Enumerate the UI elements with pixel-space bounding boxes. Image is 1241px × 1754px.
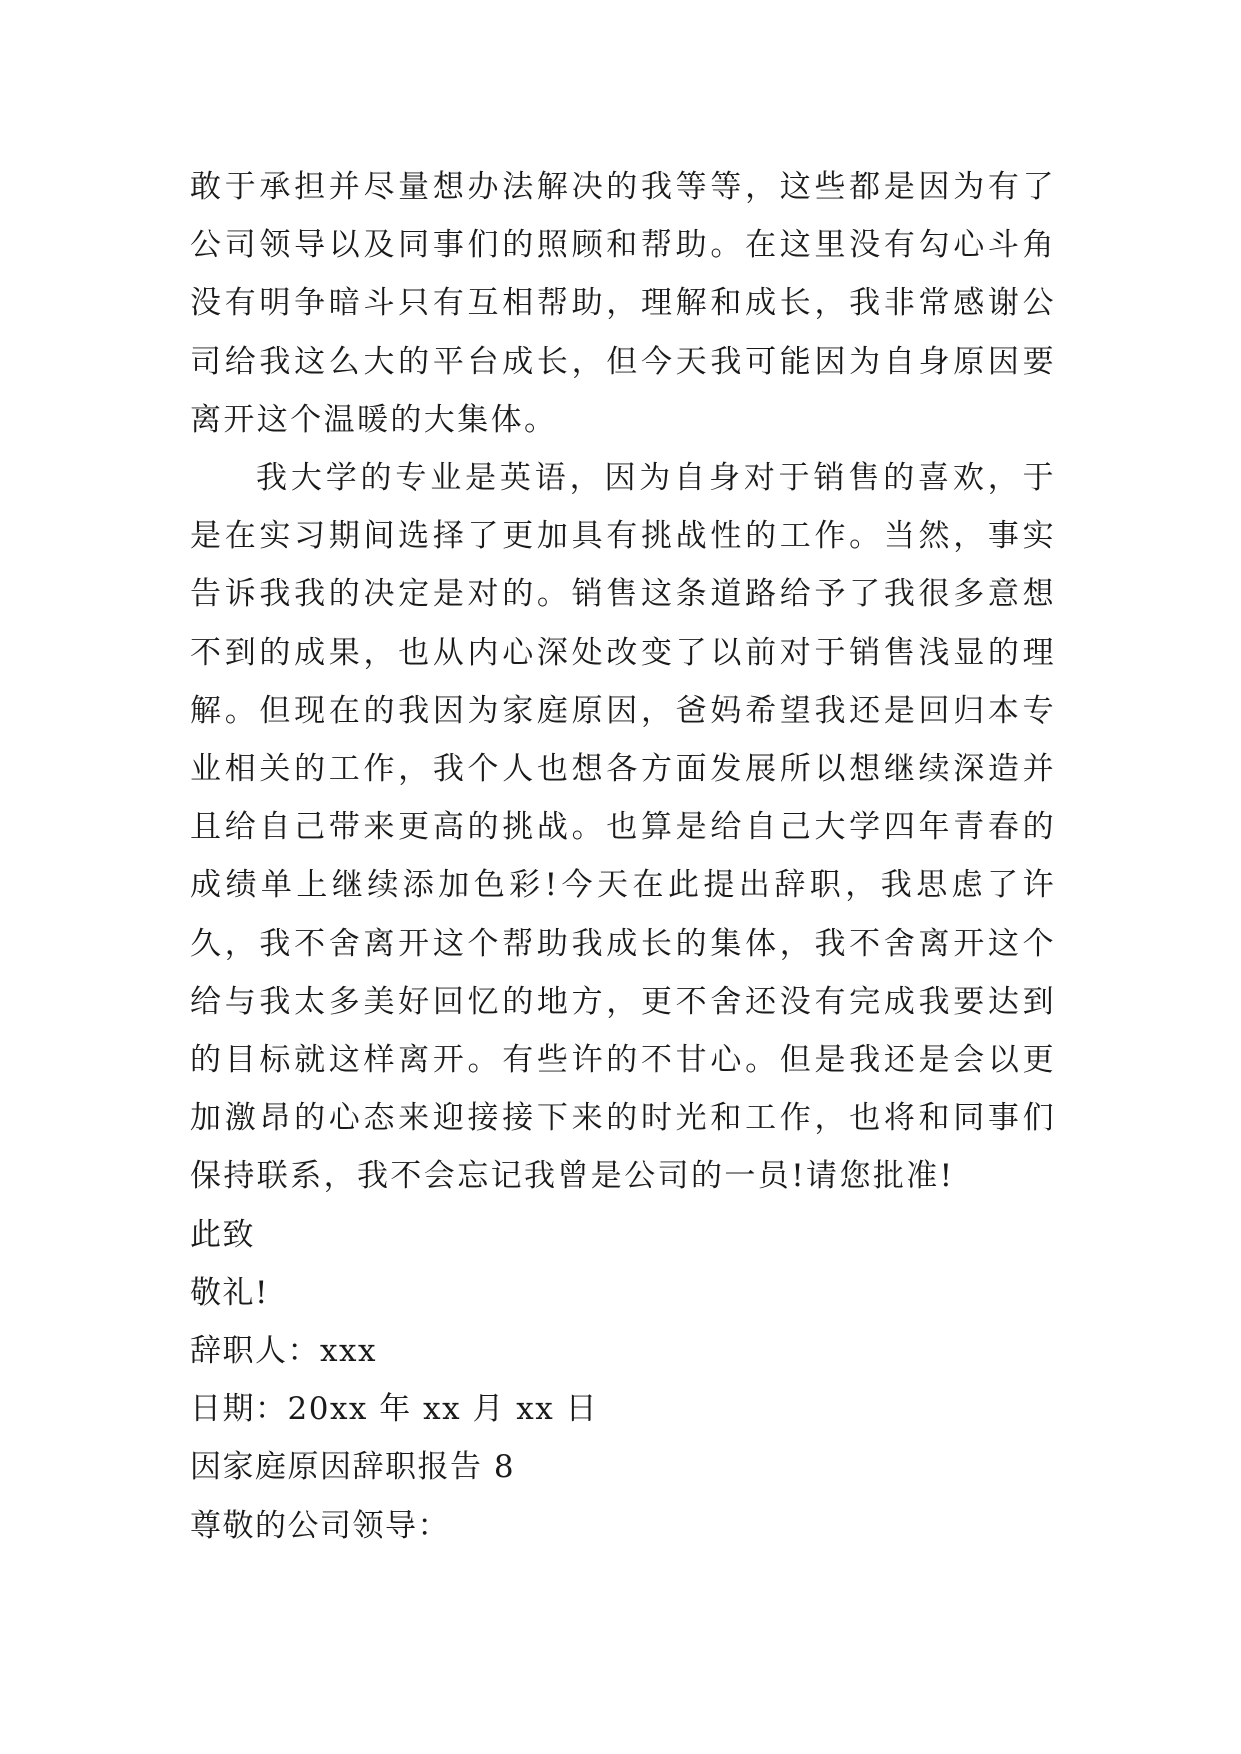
date-line: 日期：20xx 年 xx 月 xx 日 <box>190 1391 599 1428</box>
document-body <box>190 158 1056 1555</box>
paragraph-continuation: 敢于承担并尽量想办法解决的我等等，这些都是因为有了公司领导以及同事们的照顾和帮助。在这里没有勾心斗角没有明争暗斗只有互相帮助，理解和成长，我非常感谢公司给我这么大的平台成长，但今天我可能因为自身原因要离开这个温暖的大集体。 <box>190 169 1056 438</box>
greeting-line: 尊敬的公司领导： <box>190 1507 450 1544</box>
closing-salutation: 此致 <box>190 1216 255 1253</box>
section-title: 因家庭原因辞职报告 8 <box>190 1449 516 1486</box>
signer-line: 辞职人：xxx <box>190 1333 377 1370</box>
paragraph-reason: 我大学的专业是英语，因为自身对于销售的喜欢，于是在实习期间选择了更加具有挑战性的工作。当然，事实告诉我我的决定是对的。销售这条道路给予了我很多意想不到的成果，也从内心深处改变了以前对于销售浅显的理解。但现在的我因为家庭原因，爸妈希望我还是回归本专业相关的工作，我个人也想各方面发展所以想继续深造并且给自己带来更高的挑战。也算是给自己大学四年青春的成绩单上继续添加色彩!今天在此提出辞职，我思虑了许久，我不舍离开这个帮助我成长的集体，我不舍离开这个给与我太多美好回忆的地方，更不舍还没有完成我要达到的目标就这样离开。有些许的不甘心。但是我还是会以更加激昂的心态来迎接接下来的时光和工作，也将和同事们保持联系，我不会忘记我曾是公司的一员!请您批准! <box>190 460 1056 1195</box>
closing-regards: 敬礼! <box>190 1274 269 1311</box>
